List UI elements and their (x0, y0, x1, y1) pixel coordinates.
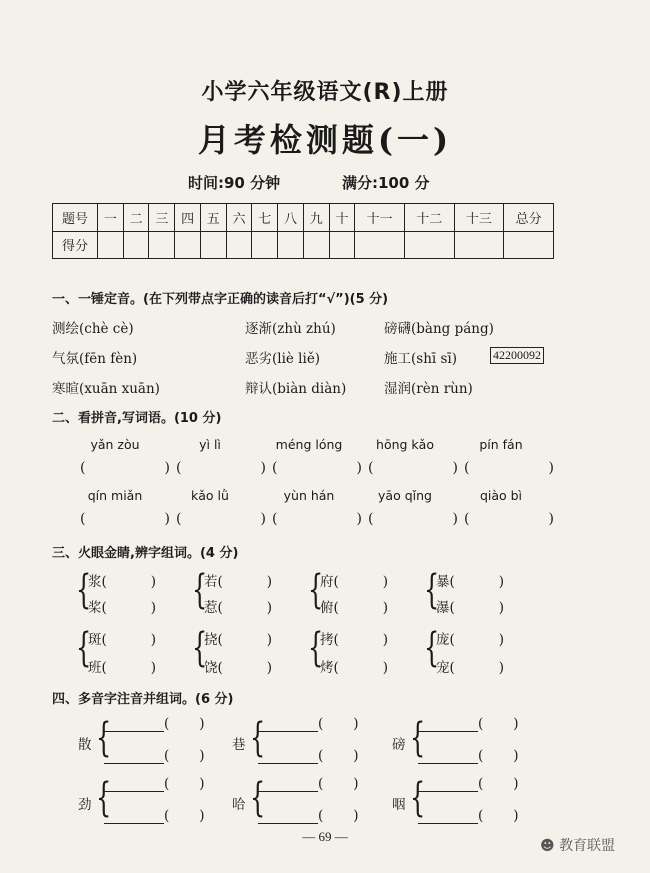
paren-close: ) (150, 600, 157, 616)
score-table-score-row (53, 231, 554, 259)
brace-icon: { (424, 567, 440, 613)
s1-word: 寒暄 (52, 381, 79, 397)
s4-answer-line[interactable] (418, 716, 519, 732)
paren-close: ) (513, 808, 519, 824)
paren-close: ) (353, 716, 359, 732)
paren-close: ) (260, 460, 266, 476)
s2-pinyin: yì lì (199, 437, 221, 452)
brace-icon: { (410, 715, 426, 761)
s3-char-line[interactable] (320, 596, 388, 616)
score-table-col: 七 (252, 204, 278, 232)
score-cell[interactable] (123, 231, 149, 259)
section2-heading: 二、看拼音,写词语。(10 分) (52, 411, 222, 426)
s3-char: 若 (204, 574, 218, 590)
paren-close: ) (452, 460, 458, 476)
s1-word: 逐渐 (245, 321, 272, 337)
s1-word: 湿润 (384, 381, 411, 397)
s4-answer-line[interactable] (104, 808, 205, 824)
s4-answer-line[interactable] (258, 776, 359, 792)
paren-close: ) (356, 511, 362, 527)
paren-close: ) (382, 660, 389, 676)
paren-close: ) (353, 808, 359, 824)
paren-open: ( (101, 660, 107, 676)
score-table-col: 四 (175, 204, 201, 232)
paren-close: ) (548, 511, 554, 527)
s2-answer-blank[interactable] (176, 511, 266, 527)
score-table-col: 三 (149, 204, 175, 232)
paren-close: ) (199, 808, 205, 824)
score-cell[interactable] (278, 231, 304, 259)
paren-open: ( (333, 574, 339, 590)
s2-answer-blank[interactable] (80, 460, 170, 476)
paren-open: ( (80, 511, 86, 527)
brace-icon: { (96, 775, 112, 821)
paren-close: ) (382, 574, 389, 590)
score-cell[interactable] (149, 231, 175, 259)
paren-open: ( (449, 632, 455, 648)
s3-char-line[interactable] (88, 596, 156, 616)
paren-close: ) (498, 660, 505, 676)
s4-answer-line[interactable] (104, 716, 205, 732)
paren-open: ( (318, 716, 324, 732)
wechat-icon: ☻ (540, 838, 555, 854)
score-table-col: 八 (278, 204, 304, 232)
paren-open: ( (217, 600, 223, 616)
paren-open: ( (368, 460, 374, 476)
score-table-label: 题号 (53, 204, 98, 232)
exam-time: 时间:90 分钟 (188, 174, 281, 192)
s2-answer-blank[interactable] (368, 511, 458, 527)
s3-char: 桨 (88, 600, 102, 616)
s1-pinyin: (chè cè) (79, 321, 134, 337)
score-cell[interactable] (252, 231, 278, 259)
s2-pinyin: yùn hán (283, 488, 335, 503)
paren-open: ( (478, 748, 484, 764)
s1-word: 测绘 (52, 321, 79, 337)
s2-pinyin: qiào bì (479, 488, 523, 503)
paren-open: ( (217, 632, 223, 648)
s1-item (245, 317, 336, 337)
s2-answer-blank[interactable] (176, 460, 266, 476)
section1-heading: 一、一锤定音。(在下列带点字正确的读音后打“√”)(5 分) (52, 292, 389, 307)
s3-char: 宠 (436, 660, 450, 676)
s2-pinyin: pín fán (479, 437, 523, 452)
s2-pinyin: yāo qǐng (378, 488, 432, 503)
paren-close: ) (164, 460, 170, 476)
score-table-col: 十一 (355, 204, 405, 232)
s3-char-line[interactable] (436, 596, 504, 616)
exam-subtitle: 月考检测题(一) (197, 121, 453, 159)
s3-char-line[interactable] (204, 596, 272, 616)
paren-close: ) (548, 460, 554, 476)
score-cell[interactable] (175, 231, 201, 259)
s1-pinyin: (liè liě) (272, 351, 321, 367)
paren-close: ) (150, 632, 157, 648)
brace-icon: { (76, 567, 92, 613)
s2-answer-blank[interactable] (368, 460, 458, 476)
paren-open: ( (80, 460, 86, 476)
s2-answer-blank[interactable] (80, 511, 170, 527)
s3-char-line[interactable] (320, 656, 388, 676)
s4-char: 巷 (232, 737, 246, 753)
s3-char: 拷 (320, 632, 334, 648)
score-table-col: 二 (123, 204, 149, 232)
s3-char: 斑 (88, 632, 102, 648)
paren-open: ( (464, 511, 470, 527)
s4-answer-line[interactable] (104, 776, 205, 792)
s1-word: 辩认 (245, 381, 272, 397)
paren-close: ) (498, 600, 505, 616)
paren-open: ( (464, 460, 470, 476)
s4-char: 哈 (232, 797, 246, 813)
s3-char: 惹 (204, 600, 218, 616)
brace-icon: { (96, 715, 112, 761)
paren-open: ( (318, 808, 324, 824)
s4-char: 劲 (78, 797, 92, 813)
s2-answer-blank[interactable] (464, 511, 554, 527)
paren-close: ) (199, 716, 205, 732)
s4-answer-line[interactable] (258, 748, 359, 764)
s1-item (52, 347, 137, 367)
s1-word: 磅礴 (384, 321, 411, 337)
s3-char: 府 (320, 574, 334, 590)
s4-answer-line[interactable] (258, 808, 359, 824)
s1-pinyin: (shī sī) (411, 351, 458, 367)
paren-close: ) (382, 632, 389, 648)
s1-item (245, 377, 346, 397)
paren-close: ) (498, 632, 505, 648)
section3-heading: 三、火眼金睛,辨字组词。(4 分) (52, 546, 239, 561)
s4-char: 咽 (392, 797, 406, 813)
paren-open: ( (176, 511, 182, 527)
score-cell[interactable] (504, 231, 554, 259)
s1-item (384, 377, 473, 397)
code-box: 42200092 (490, 347, 544, 364)
s2-pinyin: yǎn zòu (90, 437, 140, 452)
s3-char: 暴 (436, 574, 450, 590)
s2-answer-blank[interactable] (464, 460, 554, 476)
score-cell[interactable] (226, 231, 252, 259)
paren-open: ( (176, 460, 182, 476)
paren-open: ( (449, 660, 455, 676)
s4-answer-line[interactable] (418, 748, 519, 764)
paren-open: ( (478, 808, 484, 824)
paren-open: ( (101, 600, 107, 616)
paren-close: ) (164, 511, 170, 527)
s3-char-line[interactable] (88, 570, 156, 590)
score-table-col: 十三 (454, 204, 504, 232)
s1-item (52, 317, 134, 337)
paren-close: ) (150, 660, 157, 676)
brace-icon: { (424, 625, 440, 671)
score-table-col: 一 (98, 204, 124, 232)
paren-open: ( (164, 808, 170, 824)
s1-pinyin: (biàn diàn) (272, 381, 347, 397)
s3-char: 庞 (436, 632, 450, 648)
paren-close: ) (353, 748, 359, 764)
s3-char-line[interactable] (204, 570, 272, 590)
s1-pinyin: (rèn rùn) (411, 381, 473, 397)
s3-char: 挠 (204, 632, 218, 648)
brace-icon: { (76, 625, 92, 671)
paren-open: ( (478, 716, 484, 732)
brace-icon: { (192, 567, 208, 613)
s2-pinyin: hōng kǎo (376, 437, 434, 452)
paren-close: ) (266, 660, 273, 676)
s2-pinyin: kǎo lǜ (191, 488, 229, 503)
watermark-text: 教育联盟 (559, 838, 616, 854)
score-table (52, 203, 554, 259)
s2-answer-blank[interactable] (272, 460, 362, 476)
s3-char-line[interactable] (320, 570, 388, 590)
s3-char-line[interactable] (436, 656, 504, 676)
paren-close: ) (513, 748, 519, 764)
paren-open: ( (272, 511, 278, 527)
s3-char-line[interactable] (88, 628, 156, 648)
paren-open: ( (164, 776, 170, 792)
score-table-col: 六 (226, 204, 252, 232)
paren-close: ) (199, 748, 205, 764)
s2-pinyin: qín miǎn (87, 488, 143, 503)
paren-open: ( (217, 574, 223, 590)
paren-open: ( (333, 632, 339, 648)
brace-icon: { (250, 715, 266, 761)
brace-icon: { (308, 567, 324, 613)
score-cell[interactable] (303, 231, 329, 259)
s4-answer-line[interactable] (418, 776, 519, 792)
score-table-col: 十二 (404, 204, 454, 232)
s3-char: 瀑 (436, 600, 450, 616)
s3-char-line[interactable] (436, 570, 504, 590)
s3-char: 饶 (204, 660, 218, 676)
s1-pinyin: (bàng páng) (411, 321, 494, 337)
score-cell[interactable] (200, 231, 226, 259)
s1-item (52, 377, 160, 397)
s3-char-line[interactable] (204, 628, 272, 648)
paren-close: ) (199, 776, 205, 792)
s1-word: 气氛 (52, 351, 79, 367)
s3-char: 烤 (320, 660, 334, 676)
s2-answer-blank[interactable] (272, 511, 362, 527)
s1-pinyin: (xuān xuān) (79, 381, 160, 397)
s1-item (384, 347, 457, 367)
paren-open: ( (164, 748, 170, 764)
s4-char: 磅 (392, 737, 406, 753)
paren-close: ) (382, 600, 389, 616)
s1-word: 施工 (384, 351, 411, 367)
paren-close: ) (498, 574, 505, 590)
paren-close: ) (356, 460, 362, 476)
paren-open: ( (333, 660, 339, 676)
paren-close: ) (266, 600, 273, 616)
s3-char: 俯 (320, 600, 334, 616)
s4-answer-line[interactable] (104, 748, 205, 764)
paren-close: ) (266, 574, 273, 590)
brace-icon: { (192, 625, 208, 671)
s3-char-line[interactable] (436, 628, 504, 648)
s2-pinyin: méng lóng (275, 437, 343, 452)
paren-close: ) (260, 511, 266, 527)
score-table-col: 十 (329, 204, 355, 232)
s4-answer-line[interactable] (258, 716, 359, 732)
paren-close: ) (452, 511, 458, 527)
s1-item (384, 317, 494, 337)
s3-char: 浆 (88, 574, 102, 590)
score-table-header-row (53, 204, 554, 232)
s3-char-line[interactable] (204, 656, 272, 676)
brace-icon: { (250, 775, 266, 821)
s4-char: 散 (78, 737, 92, 753)
score-cell[interactable] (98, 231, 124, 259)
section4-heading: 四、多音字注音并组词。(6 分) (52, 692, 234, 707)
paren-open: ( (449, 600, 455, 616)
s1-pinyin: (fēn fèn) (79, 351, 138, 367)
score-cell[interactable] (404, 231, 454, 259)
brace-icon: { (410, 775, 426, 821)
s1-word: 恶劣 (245, 351, 272, 367)
paren-close: ) (266, 632, 273, 648)
paren-open: ( (449, 574, 455, 590)
paren-open: ( (101, 632, 107, 648)
brace-icon: { (308, 625, 324, 671)
paren-close: ) (150, 574, 157, 590)
paren-open: ( (333, 600, 339, 616)
paren-open: ( (217, 660, 223, 676)
s1-item (245, 347, 320, 367)
s3-char-line[interactable] (320, 628, 388, 648)
paren-close: ) (513, 716, 519, 732)
exam-title: 小学六年级语文(R)上册 (201, 80, 449, 105)
s3-char-line[interactable] (88, 656, 156, 676)
s4-answer-line[interactable] (418, 808, 519, 824)
paren-close: ) (513, 776, 519, 792)
exam-full-score: 满分:100 分 (342, 174, 430, 192)
paren-open: ( (101, 574, 107, 590)
paren-close: ) (353, 776, 359, 792)
paren-open: ( (478, 776, 484, 792)
paren-open: ( (318, 748, 324, 764)
s1-pinyin: (zhù zhú) (272, 321, 336, 337)
score-table-label: 得分 (53, 231, 98, 259)
paren-open: ( (368, 511, 374, 527)
score-cell[interactable] (355, 231, 405, 259)
s3-char: 班 (88, 660, 102, 676)
score-cell[interactable] (329, 231, 355, 259)
paren-open: ( (272, 460, 278, 476)
paren-open: ( (164, 716, 170, 732)
watermark (540, 835, 615, 855)
paren-open: ( (318, 776, 324, 792)
score-table-col: 九 (303, 204, 329, 232)
score-table-col: 总分 (504, 204, 554, 232)
page-number: — 69 — (302, 829, 348, 844)
score-cell[interactable] (454, 231, 504, 259)
score-table-col: 五 (200, 204, 226, 232)
